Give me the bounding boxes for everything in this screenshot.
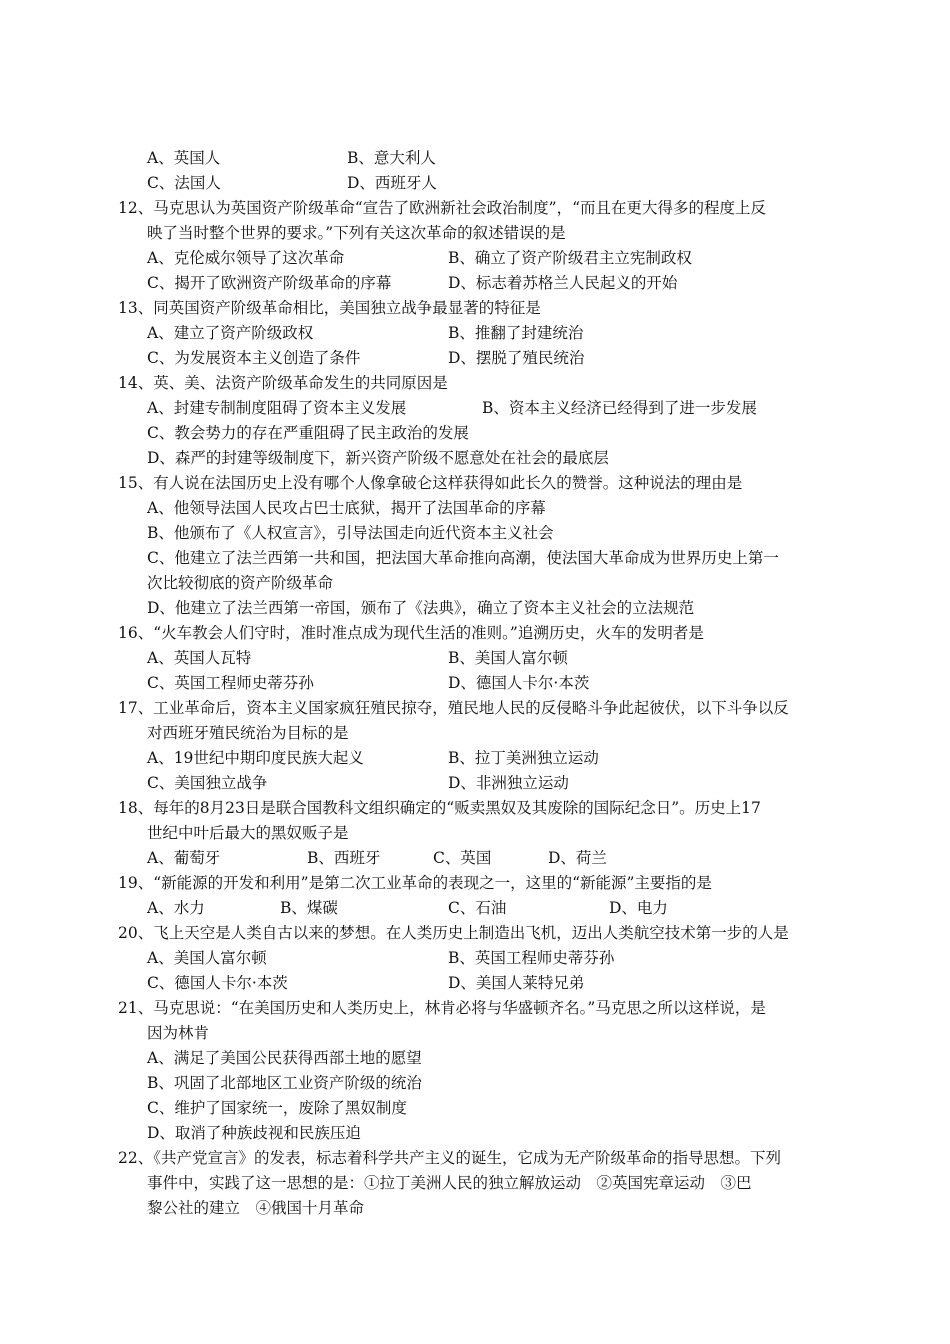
answer-text-line: A、英国人 [147, 149, 221, 167]
question-text-line: 15、有人说在法国历史上没有哪个人像拿破仑这样获得如此长久的赞誉。这种说法的理由是 [118, 474, 743, 492]
answer-text-line: B、推翻了封建统治 [448, 324, 584, 342]
answer-text-line: D、荷兰 [548, 849, 607, 867]
answer-text-line: 映了当时整个世界的要求。”下列有关这次革命的叙述错误的是 [147, 224, 566, 242]
answer-text-line: D、取消了种族歧视和民族压迫 [147, 1124, 361, 1142]
answer-text-line: B、确立了资产阶级君主立宪制政权 [448, 249, 692, 267]
question-text-line: 19、“新能源的开发和利用”是第二次工业革命的表现之一，这里的“新能源”主要指的是 [118, 874, 712, 892]
answer-text-line: C、他建立了法兰西第一共和国，把法国大革命推向高潮，使法国大革命成为世界历史上第一 [147, 549, 779, 567]
question-text-line: 16、“火车教会人们守时，准时准点成为现代生活的准则。”追溯历史，火车的发明者是 [118, 624, 704, 642]
answer-text-line: C、英国工程师史蒂芬孙 [147, 674, 314, 692]
answer-text-line: C、美国独立战争 [147, 774, 268, 792]
answer-text-line: D、西班牙人 [347, 174, 437, 192]
answer-text-line: A、葡萄牙 [147, 849, 221, 867]
answer-text-line: A、英国人瓦特 [147, 649, 252, 667]
answer-text-line: 事件中，实践了这一思想的是：①拉丁美洲人民的独立解放运动 ②英国宪章运动 ③巴 [147, 1174, 752, 1192]
answer-text-line: D、电力 [609, 899, 668, 917]
answer-text-line: B、拉丁美洲独立运动 [448, 749, 599, 767]
answer-text-line: 对西班牙殖民统治为目标的是 [147, 724, 349, 742]
answer-text-line: D、非洲独立运动 [448, 774, 569, 792]
answer-text-line: B、巩固了北部地区工业资产阶级的统治 [147, 1074, 422, 1092]
answer-text-line: C、为发展资本主义创造了条件 [147, 349, 361, 367]
answer-text-line: D、美国人莱特兄弟 [448, 974, 585, 992]
answer-text-line: A、美国人富尔顿 [147, 949, 267, 967]
question-text-line: 18、每年的8月23日是联合国教科文组织确定的“贩卖黑奴及其废除的国际纪念日”。历史上17 [118, 799, 761, 817]
answer-text-line: A、水力 [147, 899, 205, 917]
answer-text-line: B、意大利人 [347, 149, 436, 167]
question-text-line: 17、工业革命后，资本主义国家疯狂殖民掠夺，殖民地人民的反侵略斗争此起彼伏，以下斗争以反 [118, 699, 789, 717]
answer-text-line: D、他建立了法兰西第一帝国，颁布了《法典》，确立了资本主义社会的立法规范 [147, 599, 695, 617]
answer-text-line: C、英国 [433, 849, 492, 867]
question-text-line: 12、马克思认为英国资产阶级革命“宣告了欧洲新社会政治制度”，“而且在更大得多的程度上反 [118, 199, 766, 217]
answer-text-line: C、石油 [448, 899, 507, 917]
answer-text-line: B、资本主义经济已经得到了进一步发展 [482, 399, 757, 417]
answer-text-line: C、揭开了欧洲资产阶级革命的序幕 [147, 274, 392, 292]
answer-text-line: 因为林肯 [147, 1024, 210, 1042]
answer-text-line: A、19世纪中期印度民族大起义 [147, 749, 364, 767]
answer-text-line: 世纪中叶后最大的黑奴贩子是 [147, 824, 349, 842]
answer-text-line: A、他领导法国人民攻占巴士底狱，揭开了法国革命的序幕 [147, 499, 546, 517]
answer-text-line: 黎公社的建立 ④俄国十月革命 [147, 1199, 365, 1217]
answer-text-line: B、英国工程师史蒂芬孙 [448, 949, 615, 967]
question-text-line: 14、英、美、法资产阶级革命发生的共同原因是 [118, 374, 448, 392]
answer-text-line: B、西班牙 [307, 849, 381, 867]
answer-text-line: A、封建专制制度阻碍了资本主义发展 [147, 399, 407, 417]
question-text-line: 20、飞上天空是人类自古以来的梦想。在人类历史上制造出飞机，迈出人类航空技术第一步的人是 [118, 924, 789, 942]
answer-text-line: A、克伦威尔领导了这次革命 [147, 249, 345, 267]
answer-text-line: C、教会势力的存在严重阻碍了民主政治的发展 [147, 424, 469, 442]
answer-text-line: D、摆脱了殖民统治 [448, 349, 585, 367]
answer-text-line: C、德国人卡尔·本茨 [147, 974, 288, 992]
question-text-line: 13、同英国资产阶级革命相比，美国独立战争最显著的特征是 [118, 299, 541, 317]
answer-text-line: D、森严的封建等级制度下，新兴资产阶级不愿意处在社会的最底层 [147, 449, 609, 467]
question-text-line: 22、《共产党宣言》的发表，标志着科学共产主义的诞生，它成为无产阶级革命的指导思想。下列 [118, 1149, 781, 1167]
answer-text-line: A、建立了资产阶级政权 [147, 324, 314, 342]
answer-text-line: D、德国人卡尔·本茨 [448, 674, 590, 692]
answer-text-line: B、美国人富尔顿 [448, 649, 568, 667]
question-text-line: 21、马克思说：“在美国历史和人类历史上，林肯必将与华盛顿齐名。”马克思之所以这样说，是 [118, 999, 766, 1017]
answer-text-line: 次比较彻底的资产阶级革命 [147, 574, 334, 592]
answer-text-line: A、满足了美国公民获得西部土地的愿望 [147, 1049, 422, 1067]
answer-text-line: B、煤碳 [280, 899, 338, 917]
answer-text-line: D、标志着苏格兰人民起义的开始 [448, 274, 678, 292]
answer-text-line: C、法国人 [147, 174, 221, 192]
answer-text-line: C、维护了国家统一，废除了黑奴制度 [147, 1099, 407, 1117]
answer-text-line: B、他颁布了《人权宣言》，引导法国走向近代资本主义社会 [147, 524, 554, 542]
